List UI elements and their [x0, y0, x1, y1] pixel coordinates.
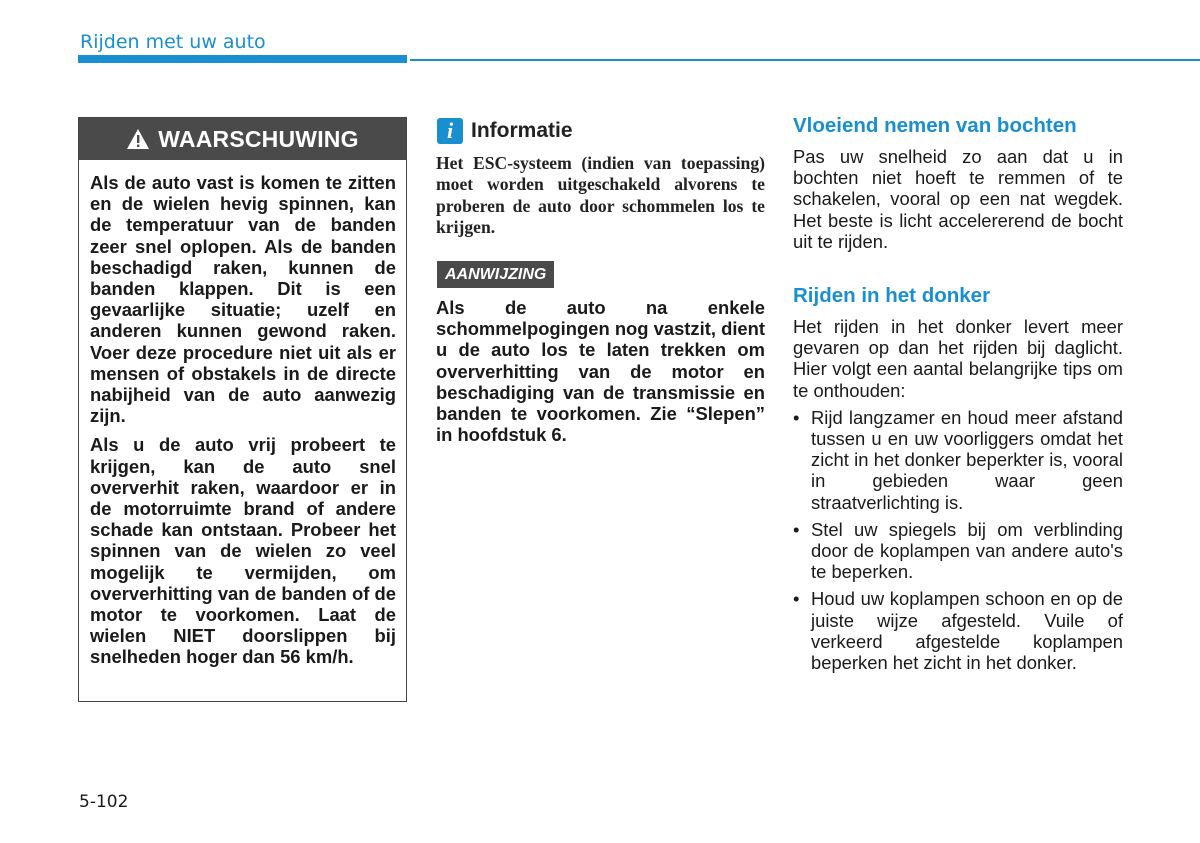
bullet-icon: • — [793, 588, 800, 610]
section-heading: Vloeiend nemen van bochten — [793, 114, 1077, 137]
section-heading: Rijden in het donker — [793, 284, 991, 307]
info-title: Informatie — [471, 119, 573, 142]
list-item-text: Stel uw spiegels bij om verblinding door de koplampen van andere auto's te beperken. — [811, 518, 1123, 583]
note-label: AANWIJZING — [437, 261, 554, 288]
list-item — [793, 407, 1123, 513]
warning-triangle-icon — [126, 128, 150, 150]
bullet-list — [793, 407, 1123, 673]
info-text: Het ESC-systeem (indien van toepassing) moet worden uitgeschakeld alvorens te proberen de auto door schommelen los te krijgen. — [436, 153, 765, 238]
warning-header — [79, 118, 406, 160]
warning-paragraph: Als de auto vast is komen te zitten en de wielen hevig spinnen, kan de temperatuur van de banden zeer snel oplopen. Als de banden beschadigd raken, kunnen de banden klappen. Dit is een gevaarlijke situatie; uzelf en anderen kunnen gewond raken. Voer deze procedure niet uit als er mensen of obstakels in de directe nabijheid van de auto aanwezig zijn. — [90, 172, 396, 427]
list-item — [793, 519, 1123, 583]
bullet-icon: • — [793, 406, 800, 428]
header-title: Rijden met uw auto — [80, 31, 266, 53]
bullet-icon: • — [793, 518, 800, 540]
list-item-text: Rijd langzamer en houd meer afstand tussen u en uw voorliggers omdat het zicht in het donker beperkter is, vooral in gebieden waar geen straatverlichting is. — [811, 406, 1123, 513]
list-item — [793, 588, 1123, 673]
warning-box — [78, 117, 407, 702]
list-item-text: Houd uw koplampen schoon en op de juiste wijze afgesteld. Vuile of verkeerd afgestelde koplampen beperken het zicht in het donker. — [811, 588, 1123, 674]
warning-body — [79, 160, 406, 668]
section-intro: Het rijden in het donker levert meer gevaren op dan het rijden bij daglicht. Hier volgt een aantal belangrijke tips om te onthouden: — [793, 316, 1123, 401]
page-number: 5-102 — [79, 792, 129, 812]
info-icon: i — [437, 118, 463, 144]
warning-paragraph: Als u de auto vrij probeert te krijgen, kan de auto snel oververhit raken, waardoor er in de motorruimte brand of andere schade kan ontstaan. Probeer het spinnen van de wielen zo veel mogelijk te vermijden, om oververhitting van de banden of de motor te voorkomen. Laat de wielen NIET doorslippen bij snelheden hoger dan 56 km/h. — [90, 434, 396, 668]
section-dark — [793, 284, 1123, 679]
header-rule — [410, 59, 1200, 61]
section-text: Pas uw snelheid zo aan dat u in bochten niet hoeft te remmen of te schakelen, vooral op een nat wegdek. Het beste is licht accelererend de bocht uit te rijden. — [793, 146, 1123, 252]
info-heading — [437, 118, 573, 144]
header-bar — [78, 55, 407, 63]
section-curves — [793, 114, 1123, 252]
warning-label: WAARSCHUWING — [158, 125, 359, 152]
note-text: Als de auto na enkele schommelpogingen nog vastzit, dient u de auto los te laten trekken om oververhitting van de motor en beschadiging van de transmissie en banden te voorkomen. Zie “Slepen” in hoofdstuk 6. — [436, 297, 766, 446]
